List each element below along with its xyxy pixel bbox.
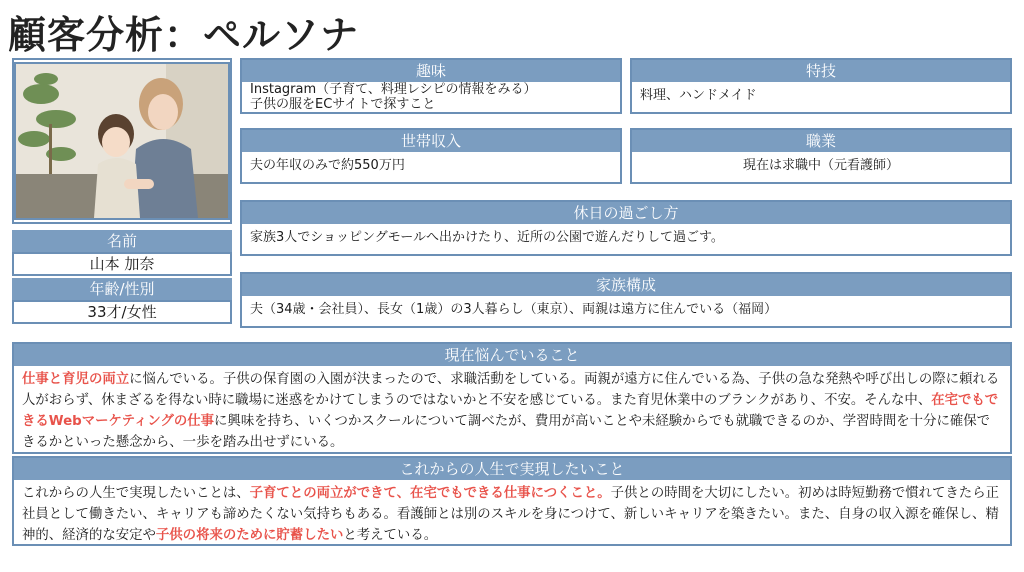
job-card — [630, 128, 1012, 184]
skill-card — [630, 58, 1012, 114]
worries-highlight-2: 在宅でもできるWebマーケティングの仕事 — [22, 393, 999, 429]
worries-card — [12, 342, 1012, 454]
age-label: 年齢/性別 — [12, 278, 232, 300]
goals-highlight-2: 子供の将来のために貯蓄したい — [155, 528, 344, 543]
name-label: 名前 — [12, 230, 232, 252]
worries-header: 現在悩んでいること — [14, 344, 1010, 366]
worries-text-1: に悩んでいる。子供の保育園の入園が決まったので、求職活動をしている。両親が遠方に住んでいる為、子供の急な発熱や呼び出しの際に頼れる人がおらず、休まざるを得ない時に職場に迷惑をかけてしまうのではないかと不安を感じている。また育児休業中のブランクがあり、不安。そんな中、 — [22, 372, 1000, 408]
holiday-header: 休日の過ごし方 — [242, 202, 1010, 224]
goals-text-1: これからの人生で実現したいことは、 — [22, 486, 250, 501]
job-text: 現在は求職中（元看護師） — [742, 158, 899, 173]
worries-text-2: に興味を持ち、いくつかスクールについて調べたが、費用が高いことや未経験からでも就職できるのか、学習時間を十分に確保できるかといった懸念から、一歩を踏み出せずにいる。 — [22, 414, 991, 450]
goals-card — [12, 456, 1012, 546]
skill-text: 料理、ハンドメイド — [640, 88, 757, 103]
goals-text — [14, 480, 1010, 549]
name-value: 山本 加奈 — [12, 252, 232, 276]
goals-highlight-1: 子育てとの両立ができて、在宅でもできる仕事につくこと。 — [249, 486, 611, 501]
income-header: 世帯収入 — [242, 130, 620, 152]
family-card — [240, 272, 1012, 328]
goals-text-2: 子供との時間を大切にしたい。初めは時短勤務で慣れてきたら正社員として働きたい、キャリアも諦めたくない気持ちもある。看護師とは別のスキルを身につけて、新しいキャリアを築きたい。また、自身の収入源を確保し、精神的、経済的な安定や — [22, 486, 999, 543]
skill-header: 特技 — [632, 60, 1010, 82]
family-header: 家族構成 — [242, 274, 1010, 296]
hobby-card — [240, 58, 622, 114]
hobby-line-2: 子供の服をECサイトで探すこと — [250, 97, 436, 112]
page-title: 顧客分析：ペルソナ — [8, 13, 360, 57]
income-text: 夫の年収のみで約550万円 — [250, 158, 405, 173]
photo-illustration — [16, 64, 228, 218]
holiday-text: 家族3人でショッピングモールへ出かけたり、近所の公園で遊んだりして過ごす。 — [250, 230, 724, 245]
holiday-card — [240, 200, 1012, 256]
hobby-header: 趣味 — [242, 60, 620, 82]
worries-highlight-1: 仕事と育児の両立 — [22, 372, 130, 387]
worries-text — [14, 366, 1010, 456]
hobby-line-1: Instagram（子育て、料理レシピの情報をみる） — [250, 82, 537, 97]
age-value: 33才/女性 — [12, 300, 232, 324]
family-text: 夫（34歳・会社員）、長女（1歳）の3人暮らし（東京）、両親は遠方に住んでいる（福岡） — [250, 302, 778, 317]
goals-header: これからの人生で実現したいこと — [14, 458, 1010, 480]
job-header: 職業 — [632, 130, 1010, 152]
goals-text-3: と考えている。 — [343, 528, 438, 543]
income-card — [240, 128, 622, 184]
persona-photo — [14, 62, 230, 220]
